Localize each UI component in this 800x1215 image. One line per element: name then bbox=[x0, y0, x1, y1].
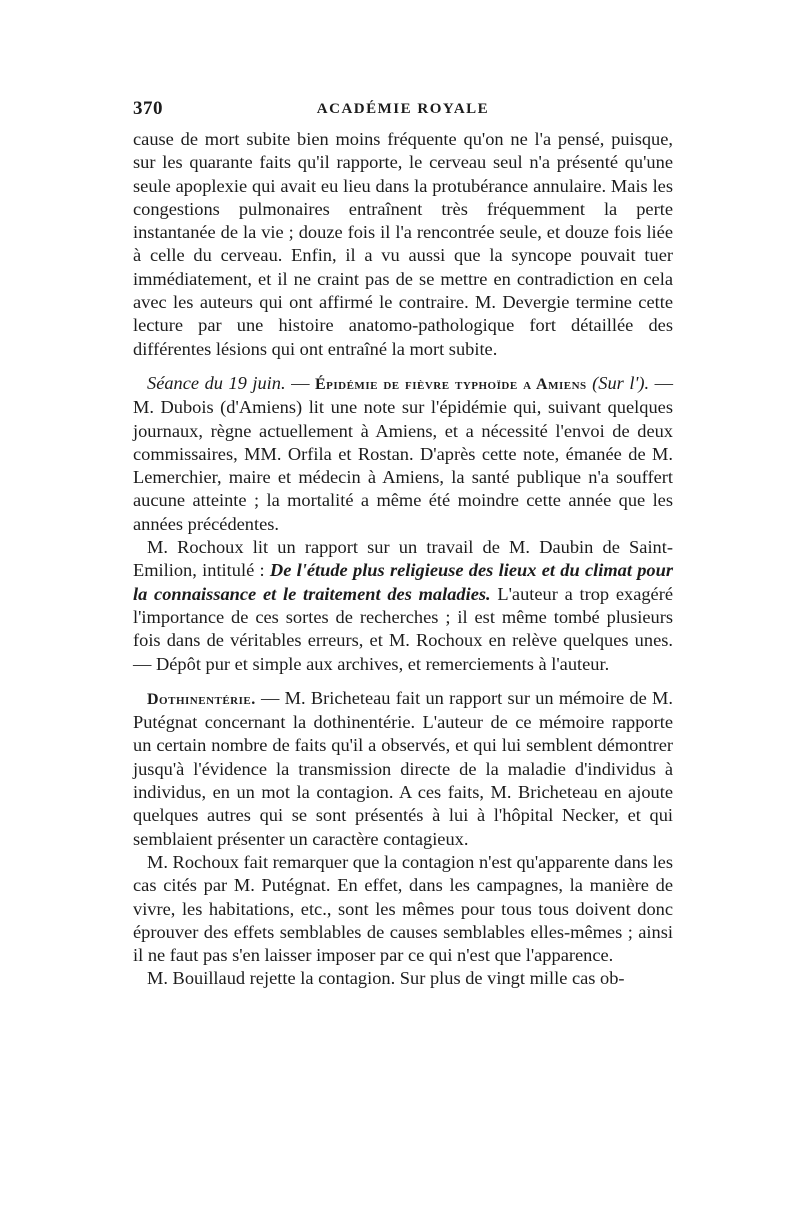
paragraph-rochoux-contagion: M. Rochoux fait remarquer que la contagion n'est qu'apparente dans les cas cités par M. Putégnat. En effet, dans les campagnes, la manière de vivre, les habitations, etc., sont les mêmes pour tous tous doivent donc éprouver des effets semblables de causes semblables elles-mêmes ; ainsi il ne faut pas s'en laisser imposer par ce qui n'est que l'apparence. bbox=[133, 851, 673, 966]
running-head: ACADÉMIE ROYALE bbox=[316, 101, 490, 117]
page-number: 370 bbox=[133, 98, 163, 119]
paragraph-text: — M. Bricheteau fait un rapport sur un mémoire de M. Putégnat concernant la dothinentérie. L'auteur de ce mémoire rapporte un certain nombre de faits qu'il a observés, et qui lui semblent démontrer jusqu'à l'évidence la transmission directe de la maladie d'individus à individus, en un mot la contagion. A ces faits, M. Bricheteau en ajoute quelques autres qui se sont présentés à lui à l'hôpital Necker, et qui semblaient présenter un caractère contagieux. bbox=[133, 687, 673, 849]
section-heading-sur: (Sur l'). bbox=[592, 372, 650, 393]
work-title: De l'étude plus religieuse des lieux et du climat pour la connaissance et le traitement des maladies. bbox=[133, 560, 673, 604]
paragraph-mort-subite: cause de mort subite bien moins fréquente qu'on ne l'a pensé, puisque, sur les quarante faits qu'il rapporte, le cerveau seul n'a présenté qu'une seule apoplexie qui avait eu lieu dans la protubérance annulaire. Mais les congestions pulmonaires entraînent très fréquemment la perte instantanée de la vie ; douze fois il l'a rencontrée seule, et douze fois liée à celle du cerveau. Enfin, il a vu aussi que la syncope pouvait tuer immédiatement, et il ne craint pas de se mettre en contradiction en cela avec les auteurs qui ont affirmé le contraire. M. Devergie termine cette lecture par une histoire anatomo-pathologique fort détaillée des différentes lésions qui ont entraîné la mort subite. bbox=[133, 129, 673, 359]
page-header bbox=[133, 98, 673, 126]
paragraph-rochoux-rapport bbox=[133, 536, 673, 676]
section-heading-epidemie: Épidémie de fièvre typhoïde a Amiens bbox=[314, 375, 587, 393]
section-heading-dothinenterie: Dothinentérie. bbox=[147, 690, 256, 708]
paragraph-text: — M. Dubois (d'Amiens) lit une note sur l'épidémie qui, suivant quelques journaux, règne actuellement à Amiens, et a nécessité l'envoi de deux commissaires, MM. Orfila et Rostan. D'après cette note, émanée de M. Lemerchier, maire et médecin à Amiens, la santé publique n'a souffert aucune atteinte ; la mortalité a même été moindre cette année que les années précédentes. bbox=[133, 372, 674, 534]
dash: — bbox=[285, 372, 315, 393]
paragraph-bouillaud: M. Bouillaud rejette la contagion. Sur plus de vingt mille cas ob- bbox=[147, 968, 625, 989]
paragraph-text: L'auteur a trop exagéré l'importance de ces sortes de recherches ; il est même tombé plusieurs fois dans de véritables erreurs, et M. Rochoux en relève quelques unes. — Dépôt pur et simple aux archives, et remerciements à l'auteur. bbox=[133, 583, 674, 674]
session-date: Séance du 19 juin. bbox=[147, 372, 286, 393]
paragraph-seance-19-juin bbox=[133, 372, 673, 536]
paragraph-dothinenterie bbox=[133, 687, 673, 851]
page-body bbox=[133, 128, 673, 991]
paragraph-text: M. Rochoux lit un rapport sur un travail de M. Daubin de Saint-Emilion, intitulé : bbox=[133, 537, 673, 581]
